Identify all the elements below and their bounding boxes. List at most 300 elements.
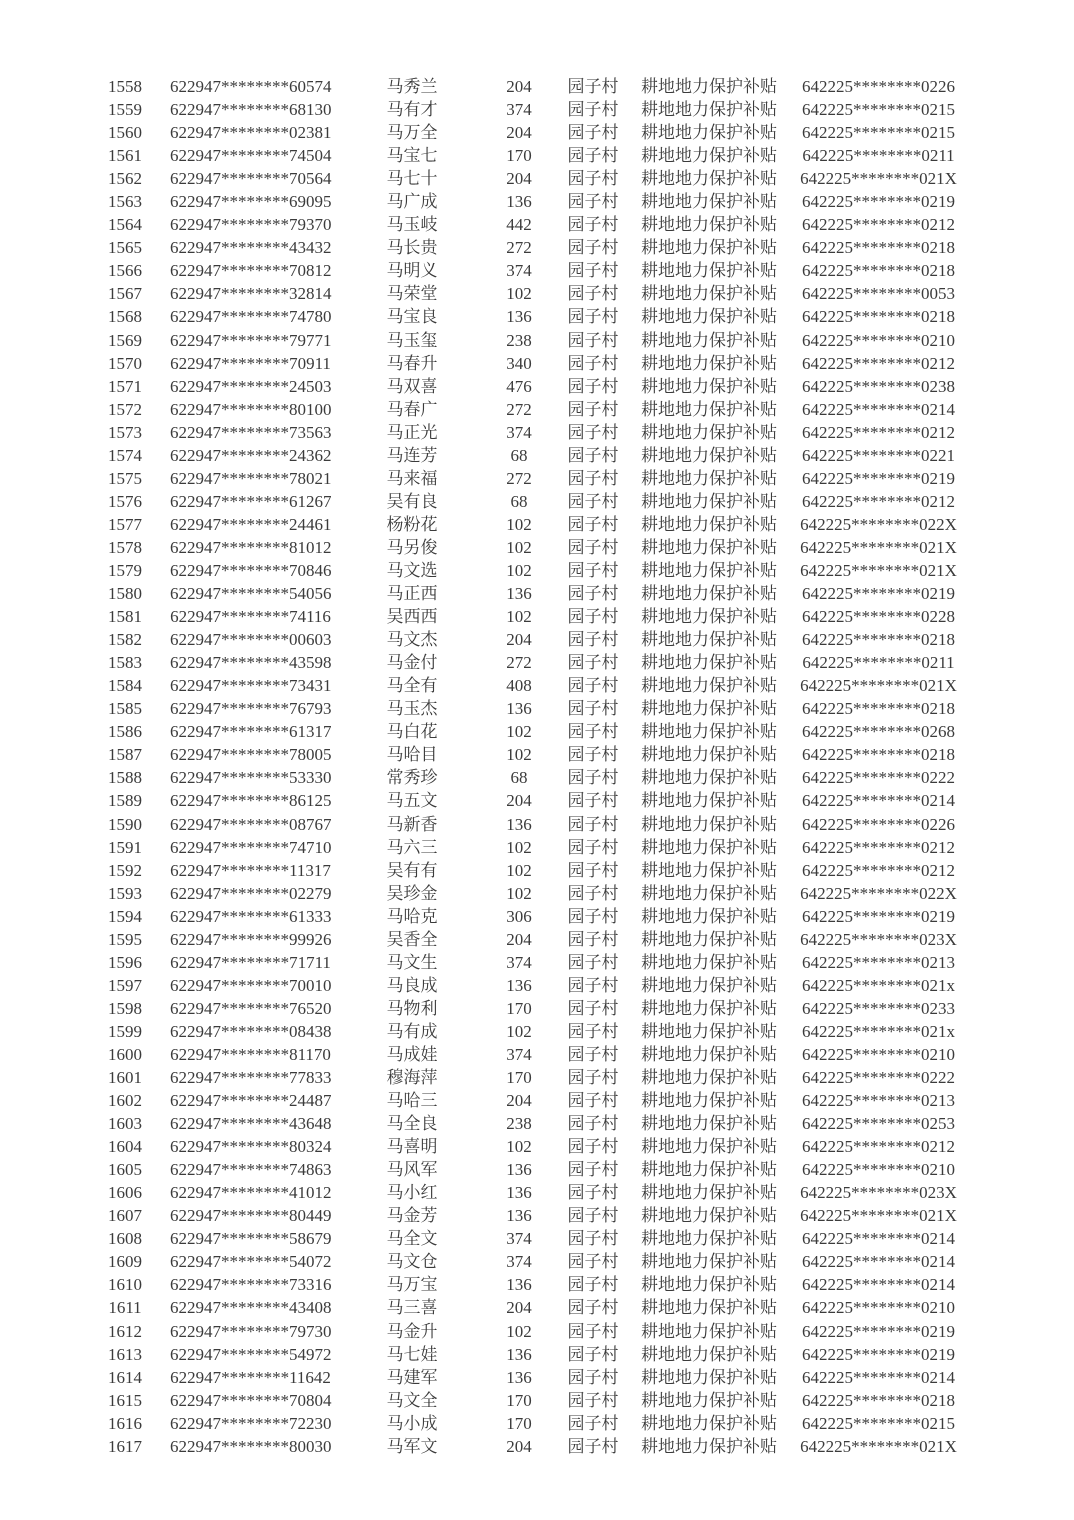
subsidy-type-cell: 耕地地力保护补贴 — [641, 560, 777, 580]
village-cell: 园子村 — [567, 584, 619, 604]
village-cell: 园子村 — [567, 883, 619, 903]
serial-cell: 1584 — [108, 676, 142, 696]
account-number-cell: 642225********021X — [800, 537, 957, 557]
id-number-cell: 622947********70812 — [170, 261, 332, 281]
account-number-cell: 642225********0238 — [802, 376, 955, 396]
table-row — [0, 1181, 980, 1204]
name-cell: 马建军 — [386, 1367, 438, 1387]
village-cell: 园子村 — [567, 699, 619, 719]
village-cell: 园子村 — [567, 1275, 619, 1295]
id-number-cell: 622947********32814 — [170, 284, 332, 304]
id-number-cell: 622947********73316 — [170, 1275, 332, 1295]
serial-cell: 1560 — [108, 123, 142, 143]
village-cell: 园子村 — [567, 146, 619, 166]
village-cell: 园子村 — [567, 1390, 619, 1410]
name-cell: 马有才 — [386, 100, 438, 120]
village-cell: 园子村 — [567, 1321, 619, 1341]
account-number-cell: 642225********0233 — [802, 998, 955, 1018]
id-number-cell: 622947********86125 — [170, 791, 332, 811]
serial-cell: 1601 — [108, 1068, 142, 1088]
village-cell: 园子村 — [567, 77, 619, 96]
id-number-cell: 622947********81012 — [170, 537, 332, 557]
serial-cell: 1579 — [108, 560, 142, 580]
village-cell: 园子村 — [567, 261, 619, 281]
serial-cell: 1571 — [108, 376, 142, 396]
subsidy-type-cell: 耕地地力保护补贴 — [641, 284, 777, 304]
account-number-cell: 642225********0214 — [802, 1229, 955, 1249]
subsidy-type-cell: 耕地地力保护补贴 — [641, 1413, 777, 1433]
serial-cell: 1568 — [108, 307, 142, 327]
subsidy-type-cell: 耕地地力保护补贴 — [641, 1068, 777, 1088]
table-row — [0, 1273, 980, 1296]
serial-cell: 1585 — [108, 699, 142, 719]
village-cell: 园子村 — [567, 791, 619, 811]
village-cell: 园子村 — [567, 722, 619, 742]
account-number-cell: 642225********021X — [800, 169, 957, 189]
table-row — [0, 836, 980, 859]
village-cell: 园子村 — [567, 607, 619, 627]
subsidy-type-cell: 耕地地力保护补贴 — [641, 146, 777, 166]
name-cell: 马风军 — [386, 1160, 438, 1180]
amount-cell: 102 — [506, 284, 532, 304]
village-cell: 园子村 — [567, 399, 619, 419]
village-cell: 园子村 — [567, 238, 619, 258]
amount-cell: 374 — [506, 261, 532, 281]
serial-cell: 1567 — [108, 284, 142, 304]
name-cell: 马文仓 — [386, 1252, 438, 1272]
village-cell: 园子村 — [567, 814, 619, 834]
account-number-cell: 642225********0219 — [802, 192, 955, 212]
account-number-cell: 642225********0268 — [802, 722, 955, 742]
id-number-cell: 622947********70804 — [170, 1390, 332, 1410]
village-cell: 园子村 — [567, 192, 619, 212]
name-cell: 马正光 — [386, 422, 438, 442]
village-cell: 园子村 — [567, 1068, 619, 1088]
table-row — [0, 582, 980, 605]
account-number-cell: 642225********0211 — [802, 653, 955, 673]
subsidy-type-cell: 耕地地力保护补贴 — [641, 422, 777, 442]
village-cell: 园子村 — [567, 445, 619, 465]
name-cell: 穆海萍 — [386, 1068, 438, 1088]
amount-cell: 374 — [506, 1252, 532, 1272]
id-number-cell: 622947********71711 — [170, 952, 331, 972]
serial-cell: 1595 — [108, 929, 142, 949]
subsidy-type-cell: 耕地地力保护补贴 — [641, 123, 777, 143]
serial-cell: 1615 — [108, 1390, 142, 1410]
account-number-cell: 642225********0212 — [802, 491, 955, 511]
amount-cell: 68 — [510, 445, 528, 465]
serial-cell: 1611 — [108, 1298, 142, 1318]
subsidy-type-cell: 耕地地力保护补贴 — [641, 514, 777, 534]
name-cell: 马正西 — [386, 584, 438, 604]
serial-cell: 1591 — [108, 837, 142, 857]
serial-cell: 1581 — [108, 607, 142, 627]
table-row — [0, 974, 980, 997]
amount-cell: 170 — [506, 1390, 532, 1410]
subsidy-type-cell: 耕地地力保护补贴 — [641, 676, 777, 696]
account-number-cell: 642225********0210 — [802, 1044, 955, 1064]
village-cell: 园子村 — [567, 1413, 619, 1433]
account-number-cell: 642225********0210 — [802, 1298, 955, 1318]
amount-cell: 102 — [506, 722, 532, 742]
village-cell: 园子村 — [567, 422, 619, 442]
amount-cell: 272 — [506, 468, 532, 488]
serial-cell: 1577 — [108, 514, 142, 534]
account-number-cell: 642225********0215 — [802, 123, 955, 143]
subsidy-type-cell: 耕地地力保护补贴 — [641, 630, 777, 650]
account-number-cell: 642225********0218 — [802, 745, 955, 765]
name-cell: 马玉岐 — [386, 215, 438, 235]
village-cell: 园子村 — [567, 330, 619, 350]
name-cell: 马秀兰 — [386, 77, 438, 96]
village-cell: 园子村 — [567, 1252, 619, 1272]
name-cell: 马军文 — [386, 1436, 438, 1456]
id-number-cell: 622947********76520 — [170, 998, 332, 1018]
table-row — [0, 674, 980, 697]
table-row — [0, 1320, 980, 1343]
table-row — [0, 536, 980, 559]
name-cell: 马宝七 — [386, 146, 438, 166]
subsidy-type-cell: 耕地地力保护补贴 — [641, 1436, 777, 1456]
account-number-cell: 642225********0219 — [802, 468, 955, 488]
subsidy-type-cell: 耕地地力保护补贴 — [641, 814, 777, 834]
amount-cell: 102 — [506, 745, 532, 765]
amount-cell: 102 — [506, 1021, 532, 1041]
account-number-cell: 642225********0214 — [802, 791, 955, 811]
serial-cell: 1565 — [108, 238, 142, 258]
village-cell: 园子村 — [567, 376, 619, 396]
name-cell: 吴珍金 — [386, 883, 438, 903]
table-row — [0, 375, 980, 398]
amount-cell: 238 — [506, 330, 532, 350]
account-number-cell: 642225********0228 — [802, 607, 955, 627]
village-cell: 园子村 — [567, 537, 619, 557]
subsidy-type-cell: 耕地地力保护补贴 — [641, 1367, 777, 1387]
name-cell: 马良成 — [386, 975, 438, 995]
amount-cell: 102 — [506, 1137, 532, 1157]
amount-cell: 136 — [506, 1344, 532, 1364]
table-row — [0, 490, 980, 513]
subsidy-type-cell: 耕地地力保护补贴 — [641, 468, 777, 488]
serial-cell: 1583 — [108, 653, 142, 673]
name-cell: 马新香 — [386, 814, 438, 834]
serial-cell: 1562 — [108, 169, 142, 189]
amount-cell: 136 — [506, 1160, 532, 1180]
table-row — [0, 928, 980, 951]
amount-cell: 204 — [506, 791, 532, 811]
table-row — [0, 905, 980, 928]
id-number-cell: 622947********24487 — [170, 1091, 332, 1111]
name-cell: 马喜明 — [386, 1137, 438, 1157]
village-cell: 园子村 — [567, 1114, 619, 1134]
subsidy-type-cell: 耕地地力保护补贴 — [641, 906, 777, 926]
serial-cell: 1593 — [108, 883, 142, 903]
account-number-cell: 642225********0210 — [802, 330, 955, 350]
table-row — [0, 1250, 980, 1273]
id-number-cell: 622947********73431 — [170, 676, 332, 696]
amount-cell: 374 — [506, 1044, 532, 1064]
table-row — [0, 352, 980, 375]
serial-cell: 1598 — [108, 998, 142, 1018]
id-number-cell: 622947********74780 — [170, 307, 332, 327]
village-cell: 园子村 — [567, 468, 619, 488]
account-number-cell: 642225********021X — [800, 676, 957, 696]
id-number-cell: 622947********41012 — [170, 1183, 332, 1203]
amount-cell: 136 — [506, 699, 532, 719]
id-number-cell: 622947********79730 — [170, 1321, 332, 1341]
village-cell: 园子村 — [567, 1367, 619, 1387]
village-cell: 园子村 — [567, 975, 619, 995]
amount-cell: 170 — [506, 1413, 532, 1433]
table-row — [0, 1435, 980, 1458]
name-cell: 马金付 — [386, 653, 438, 673]
amount-cell: 374 — [506, 422, 532, 442]
serial-cell: 1597 — [108, 975, 142, 995]
subsidy-type-cell: 耕地地力保护补贴 — [641, 353, 777, 373]
id-number-cell: 622947********24503 — [170, 376, 332, 396]
subsidy-type-cell: 耕地地力保护补贴 — [641, 837, 777, 857]
amount-cell: 476 — [506, 376, 532, 396]
amount-cell: 374 — [506, 952, 532, 972]
id-number-cell: 622947********70911 — [170, 353, 331, 373]
id-number-cell: 622947********43598 — [170, 653, 332, 673]
serial-cell: 1564 — [108, 215, 142, 235]
account-number-cell: 642225********0218 — [802, 261, 955, 281]
id-number-cell: 622947********81170 — [170, 1044, 331, 1064]
id-number-cell: 622947********80449 — [170, 1206, 332, 1226]
village-cell: 园子村 — [567, 100, 619, 120]
account-number-cell: 642225********0212 — [802, 837, 955, 857]
village-cell: 园子村 — [567, 514, 619, 534]
table-row — [0, 743, 980, 766]
id-number-cell: 622947********11642 — [170, 1367, 331, 1387]
subsidy-type-cell: 耕地地力保护补贴 — [641, 1252, 777, 1272]
amount-cell: 102 — [506, 837, 532, 857]
amount-cell: 102 — [506, 1321, 532, 1341]
serial-cell: 1576 — [108, 491, 142, 511]
account-number-cell: 642225********0218 — [802, 630, 955, 650]
serial-cell: 1563 — [108, 192, 142, 212]
table-row — [0, 859, 980, 882]
subsidy-type-cell: 耕地地力保护补贴 — [641, 1344, 777, 1364]
subsidy-type-cell: 耕地地力保护补贴 — [641, 537, 777, 557]
table-row — [0, 1020, 980, 1043]
id-number-cell: 622947********74116 — [170, 607, 331, 627]
name-cell: 马文生 — [386, 952, 438, 972]
amount-cell: 136 — [506, 584, 532, 604]
amount-cell: 204 — [506, 630, 532, 650]
village-cell: 园子村 — [567, 837, 619, 857]
subsidy-type-cell: 耕地地力保护补贴 — [641, 607, 777, 627]
amount-cell: 204 — [506, 929, 532, 949]
serial-cell: 1578 — [108, 537, 142, 557]
table-row — [0, 997, 980, 1020]
id-number-cell: 622947********58679 — [170, 1229, 332, 1249]
id-number-cell: 622947********60574 — [170, 77, 332, 96]
id-number-cell: 622947********02381 — [170, 123, 332, 143]
id-number-cell: 622947********79370 — [170, 215, 332, 235]
subsidy-type-cell: 耕地地力保护补贴 — [641, 584, 777, 604]
subsidy-type-cell: 耕地地力保护补贴 — [641, 975, 777, 995]
id-number-cell: 622947********80100 — [170, 399, 332, 419]
village-cell: 园子村 — [567, 215, 619, 235]
subsidy-type-cell: 耕地地力保护补贴 — [641, 1021, 777, 1041]
amount-cell: 136 — [506, 1206, 532, 1226]
table-row — [0, 1412, 980, 1435]
name-cell: 马白花 — [386, 722, 438, 742]
table-row — [0, 559, 980, 582]
id-number-cell: 622947********54056 — [170, 584, 332, 604]
account-number-cell: 642225********0219 — [802, 1344, 955, 1364]
table-row — [0, 236, 980, 259]
serial-cell: 1609 — [108, 1252, 142, 1272]
serial-cell: 1558 — [108, 77, 142, 96]
account-number-cell: 642225********021x — [802, 1021, 955, 1041]
name-cell: 马玉玺 — [386, 330, 438, 350]
serial-cell: 1589 — [108, 791, 142, 811]
name-cell: 马明义 — [386, 261, 438, 281]
name-cell: 马五文 — [386, 791, 438, 811]
table-row — [0, 628, 980, 651]
subsidy-type-cell: 耕地地力保护补贴 — [641, 399, 777, 419]
table-row — [0, 305, 980, 328]
serial-cell: 1590 — [108, 814, 142, 834]
serial-cell: 1582 — [108, 630, 142, 650]
amount-cell: 102 — [506, 560, 532, 580]
name-cell: 马全有 — [386, 676, 438, 696]
amount-cell: 102 — [506, 514, 532, 534]
id-number-cell: 622947********79771 — [170, 330, 332, 350]
village-cell: 园子村 — [567, 1344, 619, 1364]
village-cell: 园子村 — [567, 1436, 619, 1456]
amount-cell: 374 — [506, 100, 532, 120]
subsidy-type-cell: 耕地地力保护补贴 — [641, 330, 777, 350]
id-number-cell: 622947********76793 — [170, 699, 332, 719]
subsidy-type-cell: 耕地地力保护补贴 — [641, 261, 777, 281]
id-number-cell: 622947********72230 — [170, 1413, 332, 1433]
subsidy-type-cell: 耕地地力保护补贴 — [641, 1390, 777, 1410]
subsidy-type-cell: 耕地地力保护补贴 — [641, 653, 777, 673]
amount-cell: 408 — [506, 676, 532, 696]
subsidy-type-cell: 耕地地力保护补贴 — [641, 745, 777, 765]
serial-cell: 1614 — [108, 1367, 142, 1387]
id-number-cell: 622947********73563 — [170, 422, 332, 442]
table-row — [0, 144, 980, 167]
serial-cell: 1570 — [108, 353, 142, 373]
account-number-cell: 642225********0226 — [802, 77, 955, 96]
name-cell: 马双喜 — [386, 376, 438, 396]
name-cell: 吴有良 — [386, 491, 438, 511]
id-number-cell: 622947********99926 — [170, 929, 332, 949]
name-cell: 杨粉花 — [386, 514, 438, 534]
village-cell: 园子村 — [567, 906, 619, 926]
serial-cell: 1604 — [108, 1137, 142, 1157]
table-row — [0, 167, 980, 190]
serial-cell: 1575 — [108, 468, 142, 488]
serial-cell: 1587 — [108, 745, 142, 765]
serial-cell: 1600 — [108, 1044, 142, 1064]
serial-cell: 1580 — [108, 584, 142, 604]
table-row — [0, 1204, 980, 1227]
village-cell: 园子村 — [567, 307, 619, 327]
amount-cell: 340 — [506, 353, 532, 373]
serial-cell: 1613 — [108, 1344, 142, 1364]
name-cell: 马全文 — [386, 1229, 438, 1249]
table-row — [0, 329, 980, 352]
id-number-cell: 622947********80030 — [170, 1436, 332, 1456]
subsidy-type-cell: 耕地地力保护补贴 — [641, 768, 777, 788]
account-number-cell: 642225********0212 — [802, 422, 955, 442]
serial-cell: 1607 — [108, 1206, 142, 1226]
name-cell: 吴有有 — [386, 860, 438, 880]
account-number-cell: 642225********0219 — [802, 906, 955, 926]
table-row — [0, 1089, 980, 1112]
id-number-cell: 622947********78005 — [170, 745, 332, 765]
amount-cell: 204 — [506, 123, 532, 143]
amount-cell: 136 — [506, 1275, 532, 1295]
village-cell: 园子村 — [567, 1091, 619, 1111]
account-number-cell: 642225********0218 — [802, 238, 955, 258]
account-number-cell: 642225********0210 — [802, 1160, 955, 1180]
subsidy-type-cell: 耕地地力保护补贴 — [641, 929, 777, 949]
id-number-cell: 622947********43648 — [170, 1114, 332, 1134]
serial-cell: 1612 — [108, 1321, 142, 1341]
name-cell: 马七娃 — [386, 1344, 438, 1364]
id-number-cell: 622947********24461 — [170, 514, 332, 534]
table-row — [0, 1389, 980, 1412]
subsidy-type-cell: 耕地地力保护补贴 — [641, 100, 777, 120]
subsidy-type-cell: 耕地地力保护补贴 — [641, 1137, 777, 1157]
table-row — [0, 98, 980, 121]
amount-cell: 204 — [506, 169, 532, 189]
account-number-cell: 642225********0212 — [802, 215, 955, 235]
serial-cell: 1603 — [108, 1114, 142, 1134]
name-cell: 马有成 — [386, 1021, 438, 1041]
account-number-cell: 642225********0221 — [802, 445, 955, 465]
account-number-cell: 642225********0226 — [802, 814, 955, 834]
id-number-cell: 622947********70564 — [170, 169, 332, 189]
subsidy-type-cell: 耕地地力保护补贴 — [641, 791, 777, 811]
id-number-cell: 622947********02279 — [170, 883, 332, 903]
amount-cell: 102 — [506, 607, 532, 627]
serial-cell: 1594 — [108, 906, 142, 926]
id-number-cell: 622947********70846 — [170, 560, 332, 580]
amount-cell: 136 — [506, 192, 532, 212]
amount-cell: 306 — [506, 906, 532, 926]
serial-cell: 1610 — [108, 1275, 142, 1295]
id-number-cell: 622947********43408 — [170, 1298, 332, 1318]
subsidy-type-cell: 耕地地力保护补贴 — [641, 699, 777, 719]
id-number-cell: 622947********08438 — [170, 1021, 332, 1041]
table-row — [0, 421, 980, 444]
table-row — [0, 951, 980, 974]
name-cell: 马小成 — [386, 1413, 438, 1433]
account-number-cell: 642225********0214 — [802, 1252, 955, 1272]
name-cell: 常秀珍 — [386, 768, 438, 788]
id-number-cell: 622947********80324 — [170, 1137, 332, 1157]
account-number-cell: 642225********021X — [800, 560, 957, 580]
account-number-cell: 642225********0213 — [802, 1091, 955, 1111]
id-number-cell: 622947********74504 — [170, 146, 332, 166]
village-cell: 园子村 — [567, 353, 619, 373]
table-row — [0, 282, 980, 305]
table-row — [0, 398, 980, 421]
village-cell: 园子村 — [567, 284, 619, 304]
account-number-cell: 642225********0214 — [802, 1275, 955, 1295]
table-row — [0, 259, 980, 282]
name-cell: 马文全 — [386, 1390, 438, 1410]
account-number-cell: 642225********0219 — [802, 1321, 955, 1341]
